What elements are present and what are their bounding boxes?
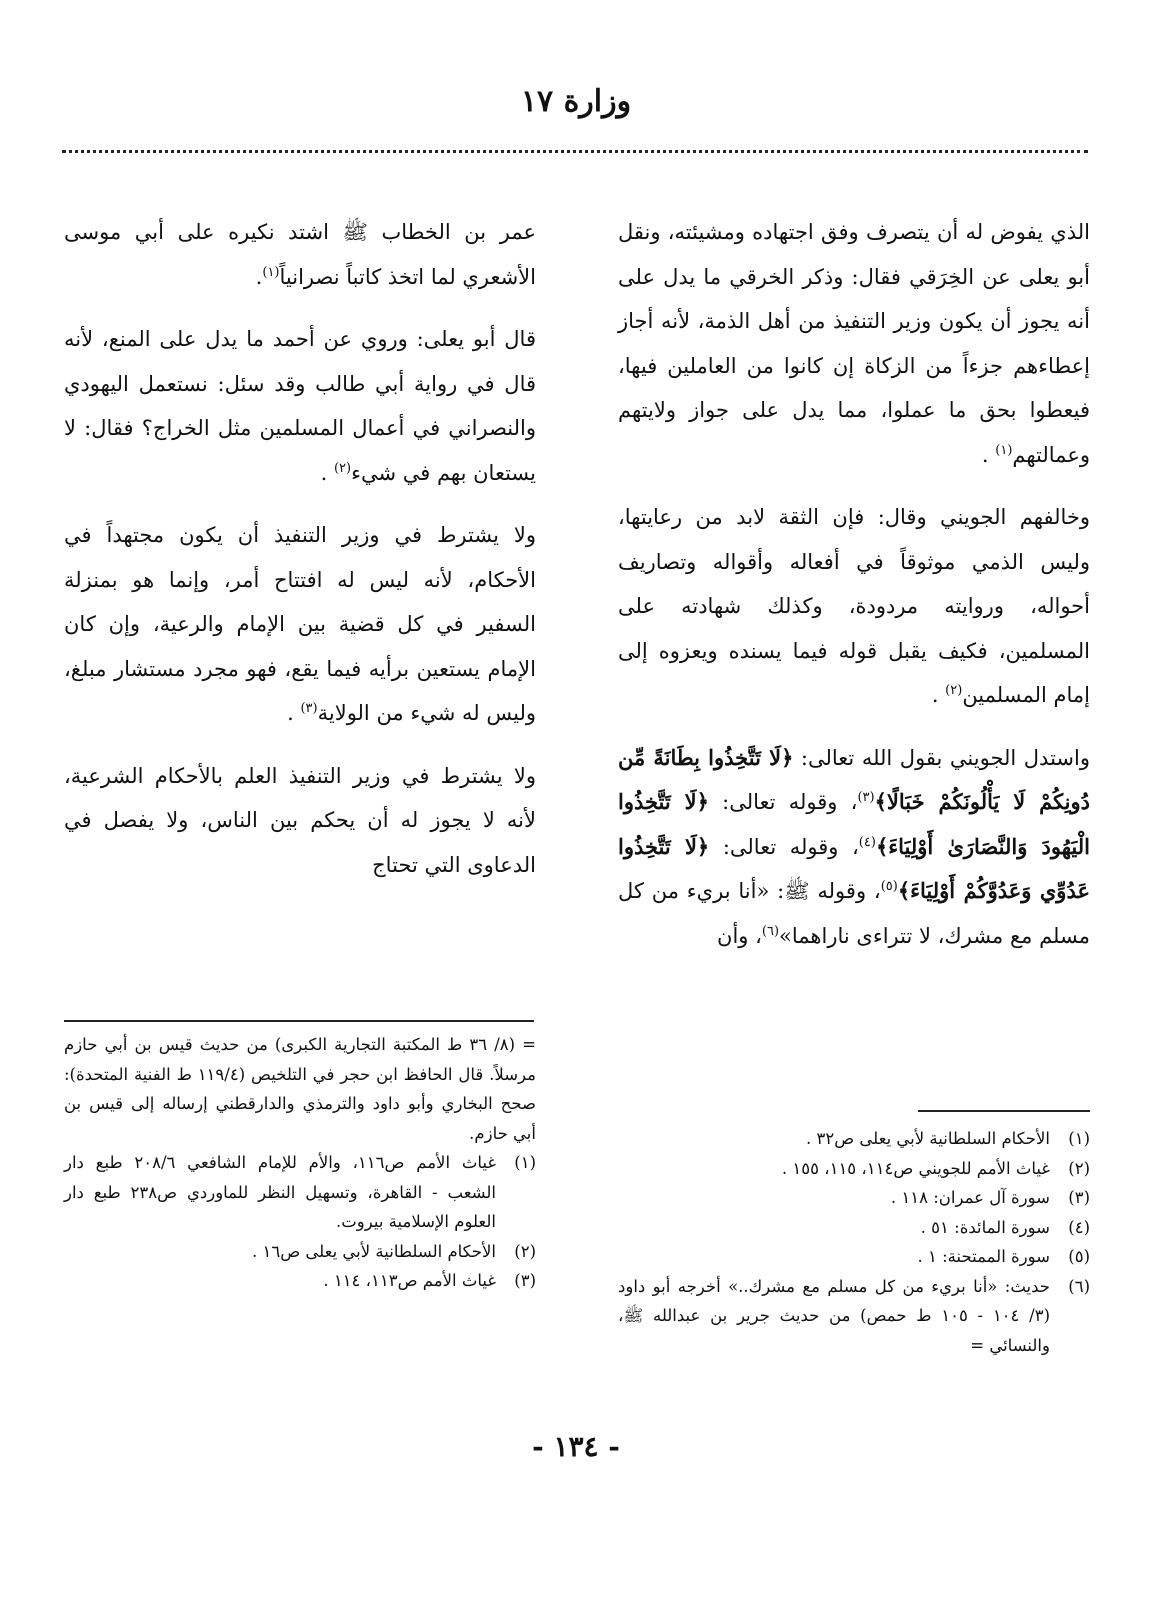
footnote xyxy=(618,1154,1090,1184)
paragraph-end: . xyxy=(981,442,996,467)
paragraph-text: ولا يشترط في وزير التنفيذ أن يكون مجتهداً في الأحكام، لأنه ليس له افتتاح أمر، وإنما هو بمنزلة السفير في كل قضية بين الإمام والرعية، وإن كان الإمام يستعين برأيه فيما يقع، فهو مجرد مستشار مبلغ، وليس له شيء من الولاية xyxy=(64,523,536,725)
page-header: وزارة ١٧ xyxy=(520,84,632,119)
footnote-ref: (٥) xyxy=(880,879,898,894)
paragraph-text: واستدل الجويني بقول الله تعالى: xyxy=(793,745,1090,770)
quran-verse: ﴿لَا تَتَّخِذُوا بِطَانَةً مِّن دُونِكُمْ لَا يَأْلُونَكُمْ خَبَالًا﴾ xyxy=(618,744,1091,814)
paragraph-text: وخالفهم الجويني وقال: فإن الثقة لابد من رعايتها، وليس الذمي موثوقاً في أفعاله وأقواله وتصاريف أحواله، وروايته مردودة، وكذلك شهادته على المسلمين، فكيف يقبل قوله فيما يسنده ويعزوه إلى إمام المسلمين xyxy=(618,505,1090,707)
footnote-text: سورة المائدة: ٥١ . xyxy=(920,1217,1050,1237)
footnote-ref: (٦) xyxy=(761,923,780,939)
footnote-divider xyxy=(918,1110,1090,1112)
footnote-ref: (٤) xyxy=(858,834,876,850)
footnote-text: سورة آل عمران: ١١٨ . xyxy=(890,1188,1050,1207)
footnote-text: غياث الأمم ص١١٣، ١١٤ . xyxy=(323,1271,496,1290)
footnote xyxy=(64,1148,536,1237)
footnote-number: (٢) xyxy=(1068,1158,1090,1178)
footnote-text: الأحكام السلطانية لأبي يعلى ص١٦ . xyxy=(251,1241,496,1261)
footnote xyxy=(64,1266,536,1296)
paragraph-end: . xyxy=(931,683,946,707)
page-number: - ١٣٤ - xyxy=(532,1430,620,1463)
footnote-number: (٢) xyxy=(514,1241,536,1261)
paragraph-text: ، وقوله تعالى: xyxy=(709,834,859,859)
footnote-text: غياث الأمم للجويني ص١١٤، ١١٥، ١٥٥ . xyxy=(781,1158,1050,1178)
paragraph-text: عمر بن الخطاب ﷺ اشتد نكيره على أبي موسى الأشعري لما اتخذ كاتباً نصرانياً xyxy=(64,220,536,289)
footnote-number: (٣) xyxy=(514,1271,536,1290)
footnote xyxy=(618,1124,1090,1154)
quran-paragraph xyxy=(618,736,1090,959)
footnote-text: الأحكام السلطانية لأبي يعلى ص٣٢ . xyxy=(805,1129,1050,1148)
footnote-number: (٣) xyxy=(1068,1188,1090,1207)
paragraph xyxy=(618,495,1090,718)
left-column xyxy=(64,210,536,905)
footnote xyxy=(618,1242,1090,1272)
hadith-text: ، وقوله ﷺ: «أنا بريء من كل مسلم مع مشرك، لا تتراءى ناراهما» xyxy=(618,879,1090,948)
paragraph-text: قال أبو يعلى: وروي عن أحمد ما يدل على المنع، لأنه قال في رواية أبي طالب وقد سئل: نستعمل اليهودي والنصراني في أعمال المسلمين مثل الخراج؟ فقال: لا يستعان بهم في شيء xyxy=(64,327,536,485)
paragraph-end: ، وأن xyxy=(717,923,762,948)
paragraph-end: . xyxy=(287,701,301,725)
quran-verse: ﴿لَا تَتَّخِذُوا عَدُوِّي وَعَدُوَّكُمْ أَوْلِيَاءَ﴾ xyxy=(618,833,1091,903)
paragraph xyxy=(64,754,536,888)
footnote-text: سورة الممتحنة: ١ . xyxy=(917,1247,1050,1266)
footnote-number: (٦) xyxy=(1068,1276,1090,1296)
footnote-ref: (٣) xyxy=(857,790,875,805)
footnote-ref: (٣) xyxy=(300,701,318,716)
paragraph-end: . xyxy=(255,264,263,289)
paragraph-end: . xyxy=(320,460,334,485)
paragraph xyxy=(64,210,536,299)
footnote xyxy=(618,1213,1090,1243)
footnote-continuation: = (٨/ ٣٦ ط المكتبة التجارية الكبرى) من حديث قيس بن أبي حازم مرسلاً. قال الحافظ ابن حجر في التلخيص (١١٩/٤ ط الفنية المتحدة): صحح البخاري وأبو داود والترمذي والدارقطني إرساله إلى قيس بن أبي حازم. xyxy=(64,1035,536,1143)
footnote-text: حديث: «أنا بريء من كل مسلم مع مشرك..» أخرجه أبو داود (٣/ ١٠٤ - ١٠٥ ط حمص) من حديث جرير بن عبدالله ﷺ، والنسائي = xyxy=(618,1276,1050,1355)
paragraph-text: ولا يشترط في وزير التنفيذ العلم بالأحكام الشرعية، لأنه لا يجوز له أن يحكم بين الناس، ولا يفصل في الدعاوى التي تحتاج xyxy=(64,763,536,877)
paragraph xyxy=(64,513,536,736)
footnote xyxy=(64,1237,536,1267)
right-column xyxy=(618,210,1090,976)
footnote xyxy=(618,1183,1090,1213)
paragraph xyxy=(64,317,536,495)
footnote-number: (١) xyxy=(514,1153,536,1172)
footnote-number: (١) xyxy=(1068,1129,1090,1148)
footnote-ref: (١) xyxy=(995,442,1013,458)
footnote-ref: (١) xyxy=(262,264,280,280)
footnote-number: (٥) xyxy=(1068,1247,1090,1266)
footnote-number: (٤) xyxy=(1068,1217,1090,1237)
paragraph-text: الذي يفوض له أن يتصرف وفق اجتهاده ومشيئته، ونقل أبو يعلى عن الخِرَقي فقال: وذكر الخرقي ما يدل على أنه يجوز أن يكون وزير التنفيذ من أهل الذمة، لأنه أجاز إعطاءهم جزءاً من الزكاة إن كانوا من العاملين فيها، فيعطوا بحق ما عملوا، مما يدل على جواز ولايتهم وعمالتهم xyxy=(618,220,1090,467)
footnote-ref: (٢) xyxy=(333,460,352,476)
footnote-divider xyxy=(64,1020,534,1022)
paragraph xyxy=(618,210,1090,477)
footnote xyxy=(618,1272,1090,1361)
right-footnotes xyxy=(618,1124,1090,1360)
quran-verse: ﴿لَا تَتَّخِذُوا الْيَهُودَ وَالنَّصَارَىٰ أَوْلِيَاءَ﴾ xyxy=(618,789,1091,859)
footnote-ref: (٢) xyxy=(945,683,963,698)
header-divider xyxy=(62,150,1088,153)
footnote-text: غياث الأمم ص١١٦، والأم للإمام الشافعي ٢٠٨/٦ طبع دار الشعب - القاهرة، وتسهيل النظر للماوردي ص٢٣٨ طبع دار العلوم الإسلامية بيروت. xyxy=(64,1153,496,1231)
paragraph-text: ، وقوله تعالى: xyxy=(708,790,858,814)
left-footnotes xyxy=(64,1030,536,1296)
